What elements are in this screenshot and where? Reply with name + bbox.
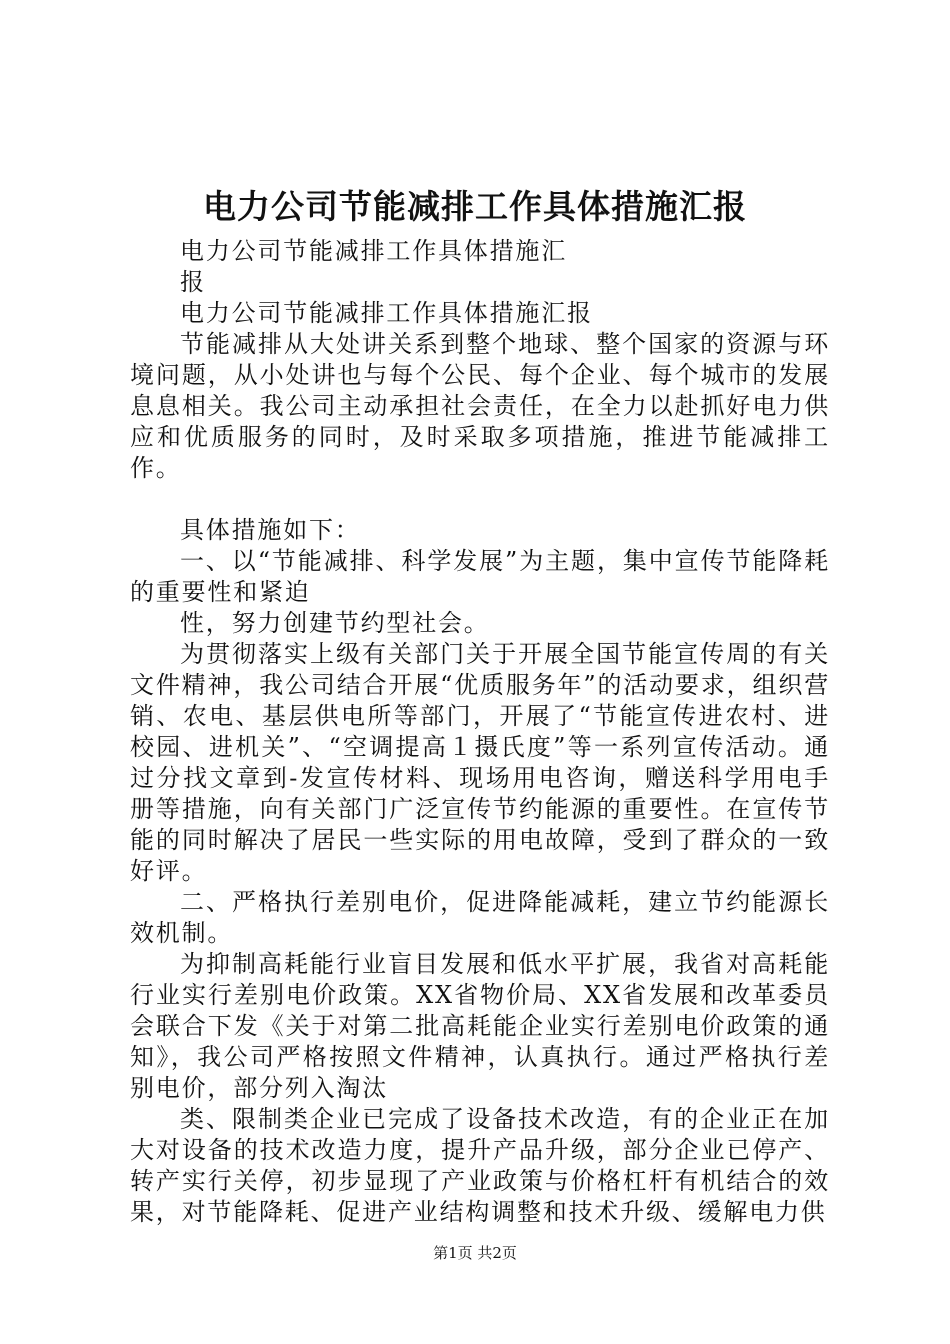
document-title: 电力公司节能减排工作具体措施汇报 [203, 187, 747, 226]
repeated-title-line: 电力公司节能减排工作具体措施汇报 [180, 299, 593, 327]
section-one-paragraph: 为贯彻落实上级有关部门关于开展全国节能宣传周的有关文件精神，我公司结合开展“优质服务年”的活动要求，组织营销、农电、基层供电所等部门，开展了“节能宣传进农村、进校园、进机关”、“空调提高１摄氏度”等一系列宣传活动。通过分找文章到-发宣传材料、现场用电咨询，赠送科学用电手册等措施，向有关部门广泛宣传节约能源的重要性。在宣传节能的同时解决了居民一些实际的用电故障，受到了群众的一致好评。 [130, 640, 830, 885]
section-one-heading: 一、以“节能减排、科学发展”为主题，集中宣传节能降耗的重要性和紧迫 [130, 547, 830, 606]
subtitle-line: 电力公司节能减排工作具体措施汇 [180, 237, 567, 265]
document-body [130, 236, 830, 1228]
section-two-paragraph-continued: 类、限制类企业已完成了设备技术改造，有的企业正在加大对设备的技术改造力度，提升产品升级，部分企业已停产、转产实行关停，初步显现了产业政策与价格杠杆有机结合的效果，对节能降耗、促进产业结构调整和技术升级、缓解电力供 [130, 1105, 830, 1226]
section-two-heading: 二、严格执行差别电价，促进降能减耗，建立节约能源长效机制。 [130, 888, 830, 947]
page-footer: 第1页 共2页 [433, 1244, 517, 1262]
subtitle-line-continued: 报 [180, 268, 206, 296]
section-two-paragraph: 为抑制高耗能行业盲目发展和低水平扩展，我省对高耗能行业实行差别电价政策。XX省物价局、XX省发展和改革委员会联合下发《关于对第二批高耗能企业实行差别电价政策的通知》，我公司严格按照文件精神，认真执行。通过严格执行差别电价，部分列入淘汰 [130, 950, 830, 1102]
intro-paragraph: 节能减排从大处讲关系到整个地球、整个国家的资源与环境问题，从小处讲也与每个公民、每个企业、每个城市的发展息息相关。我公司主动承担社会责任，在全力以赴抓好电力供应和优质服务的同时，及时采取多项措施，推进节能减排工作。 [130, 330, 830, 482]
section-one-heading-continued: 性，努力创建节约型社会。 [180, 609, 490, 637]
measures-heading: 具体措施如下： [180, 516, 361, 544]
